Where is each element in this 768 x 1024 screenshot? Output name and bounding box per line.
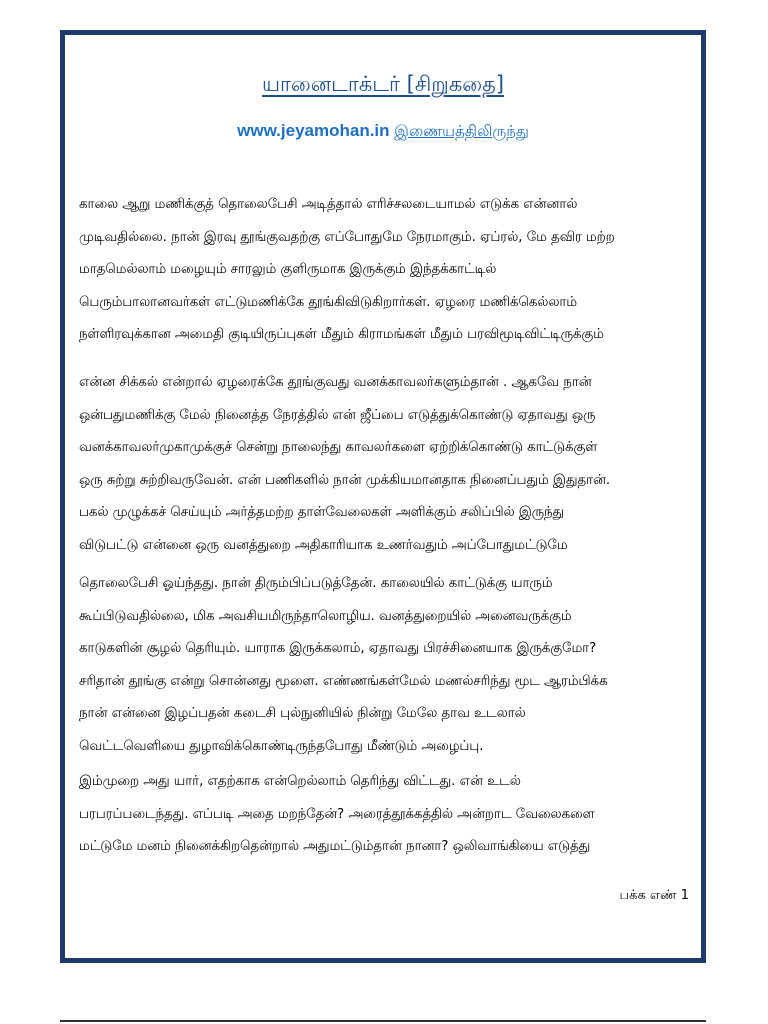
page-number: பக்க எண் 1	[619, 888, 689, 903]
page-title: யானைடாக்டர் [சிறுகதை]	[261, 72, 505, 96]
paragraph-1	[79, 189, 695, 352]
text-line: பகல் முழுக்கச் செய்யும் அர்த்தமற்ற தாள்வேலைகள் அளிக்கும் சலிப்பில் இருந்து	[79, 505, 565, 520]
site-suffix: இணையத்திலிருந்து	[394, 122, 529, 140]
paragraph-3	[79, 568, 695, 763]
text-line: ஒன்பதுமணிக்கு மேல் நினைத்த நேரத்தில் என் ஜீப்பை எடுத்துக்கொண்டு ஏதாவது ஒரு	[79, 407, 596, 423]
site-link[interactable]: www.jeyamohan.in	[237, 121, 390, 140]
paragraph-2	[79, 367, 695, 562]
text-line: விடுபட்டு என்னை ஒரு வனத்துறை அதிகாரியாக உணர்வதும் அப்போதுமட்டுமே	[79, 537, 568, 553]
text-line: நான் என்னை இழப்பதன் கடைசி புல்நுனியில் நின்று மேலே தாவ உடலால்	[79, 706, 526, 721]
text-line: பரபரப்படைந்தது. எப்படி அதை மறந்தேன்? அரைத்தூக்கத்தில் அன்றாட வேலைகளை	[79, 806, 595, 822]
text-line: வனக்காவலர்முகாமுக்குச் சென்று நாலைந்து காவலர்களை ஏற்றிக்கொண்டு காட்டுக்குள்	[79, 440, 598, 455]
text-line: இம்முறை அது யார், எதற்காக என்றெல்லாம் தெரிந்து விட்டது. என் உடல்	[79, 774, 521, 789]
source-line	[65, 121, 701, 142]
text-line: முடிவதில்லை. நான் இரவு தூங்குவதற்கு எப்போதுமே நேரமாகும். ஏப்ரல், மே தவிர மற்ற	[79, 229, 615, 245]
text-line: பெரும்பாலானவர்கள் எட்டுமணிக்கே தூங்கிவிடுகிறார்கள். ஏழரை மணிக்கெல்லாம்	[79, 294, 578, 310]
text-line: மாதமெல்லாம் மழையும் சாரலும் குளிருமாக இருக்கும் இந்தக்காட்டில்	[79, 262, 497, 277]
paragraph-4	[79, 766, 695, 864]
text-line: நள்ளிரவுக்கான அமைதி குடியிருப்புகள் மீதும் கிராமங்கள் மீதும் பரவிமூடிவிட்டிருக்கும்	[79, 327, 604, 342]
text-line: காலை ஆறு மணிக்குத் தொலைபேசி அடித்தால் எரிச்சலடையாமல் எடுக்க என்னால்	[79, 197, 578, 212]
text-line: ஒரு சுற்று சுற்றிவருவேன். என் பணிகளில் நான் முக்கியமானதாக நினைப்பதும் இதுதான்.	[79, 472, 611, 488]
text-line: என்ன சிக்கல் என்றால் ஏழரைக்கே தூங்குவது வனக்காவலர்களும்தான் . ஆகவே நான்	[79, 375, 592, 390]
text-line: மட்டுமே மனம் நினைக்கிறதென்றால் அதுமட்டும்தான் நானா? ஒலிவாங்கியை எடுத்து	[79, 839, 591, 854]
text-line: வெட்டவெளியை துழாவிக்கொண்டிருந்தபோது மீண்டும் அழைப்பு.	[79, 738, 484, 754]
text-line: கூப்பிடுவதில்லை, மிக அவசியமிருந்தாலொழிய. வனத்துறையில் அனைவருக்கும்	[79, 608, 572, 624]
text-line: தொலைபேசி ஓய்ந்தது. நான் திரும்பிப்படுத்தேன். காலையில் காட்டுக்கு யாரும்	[79, 576, 553, 591]
text-line: சரிதான் தூங்கு என்று சொன்னது மூளை. எண்ணங்கள்மேல் மணல்சரிந்து மூட ஆரம்பிக்க	[79, 673, 608, 689]
text-line: காடுகளின் சூழல் தெரியும். யாராக இருக்கலாம், ஏதாவது பிரச்சினையாக இருக்குமோ?	[79, 641, 597, 656]
page-frame	[60, 30, 706, 963]
bottom-divider	[60, 1020, 706, 1022]
